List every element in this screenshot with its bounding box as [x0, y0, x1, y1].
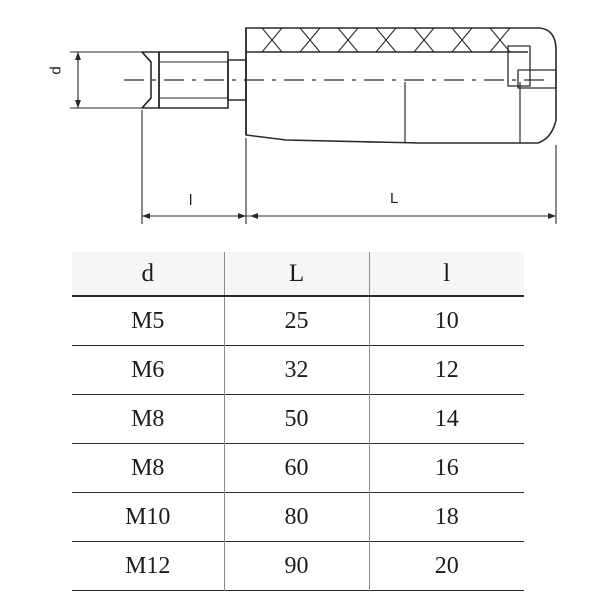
table-row	[72, 444, 524, 493]
label-L: L	[390, 190, 399, 207]
cell-d: M6	[72, 346, 224, 395]
cell-L: 60	[224, 444, 369, 493]
cell-d: M8	[72, 395, 224, 444]
header-l: l	[369, 252, 524, 296]
dimension-table	[72, 252, 524, 591]
cell-l: 10	[434, 307, 459, 334]
cell-d: M5	[72, 296, 224, 346]
table-row	[72, 395, 524, 444]
handle-drawing-svg	[30, 0, 570, 258]
label-l: l	[189, 192, 193, 209]
table-row	[72, 296, 524, 346]
label-d: d	[47, 66, 65, 75]
header-L: L	[224, 252, 369, 296]
cell-L: 80	[224, 493, 369, 542]
dimension-L	[246, 213, 556, 219]
technical-drawing	[30, 0, 570, 258]
header-d: d	[72, 252, 224, 296]
cell-L: 50	[224, 395, 369, 444]
table-row	[72, 346, 524, 395]
cell-L: 32	[224, 346, 369, 395]
cell-l: 20	[434, 552, 459, 579]
cell-l: 12	[434, 356, 459, 383]
knurl-pattern	[262, 28, 510, 52]
table-row	[72, 542, 524, 591]
cell-L: 25	[224, 296, 369, 346]
cell-l: 14	[434, 405, 459, 432]
handle-body	[246, 28, 556, 143]
cell-d: M10	[72, 493, 224, 542]
cell-d: M12	[72, 542, 224, 591]
cell-l: 16	[434, 454, 459, 481]
cell-d: M8	[72, 444, 224, 493]
cell-l: 18	[434, 503, 459, 530]
cell-L: 90	[224, 542, 369, 591]
extension-lines	[142, 110, 556, 224]
table-header-row	[72, 252, 524, 296]
dimension-l	[142, 213, 246, 219]
table-row	[72, 493, 524, 542]
